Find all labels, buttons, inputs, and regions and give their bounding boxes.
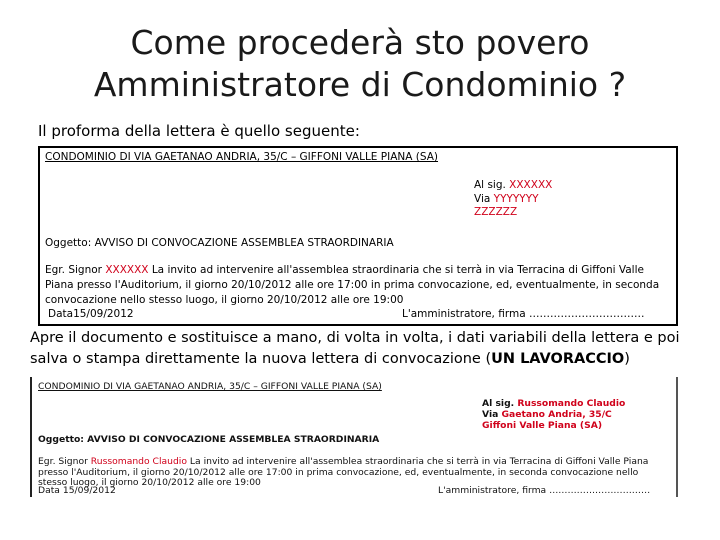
slide-subtitle: Il proforma della lettera è quello seguente: <box>38 122 360 140</box>
filled-body-name: Russomando Claudio <box>90 456 187 467</box>
recipient-city-placeholder: ZZZZZZ <box>474 206 518 218</box>
letter-filled-example <box>30 377 678 497</box>
recipient-address <box>474 179 552 220</box>
slide-title-line1: Come procederà sto povero <box>130 23 590 62</box>
body-name-placeholder: XXXXXX <box>105 264 149 276</box>
letter-signature: L'amministratore, firma …………………………… <box>402 308 645 320</box>
recipient-name-line <box>474 179 552 193</box>
body-greeting: Egr. Signor <box>45 264 106 276</box>
filled-body-greeting: Egr. Signor <box>38 456 91 467</box>
paragraph-closing: ) <box>624 351 630 367</box>
slide-title <box>0 22 720 106</box>
letter-header: CONDOMINIO DI VIA GAETANAO ANDRIA, 35/C – GIFFONI VALLE PIANA (SA) <box>45 151 439 163</box>
recipient-street-placeholder: YYYYYYY <box>493 192 539 205</box>
filled-recipient-prefix: Al sig. <box>482 398 518 409</box>
filled-letter-header: CONDOMINIO DI VIA GAETANAO ANDRIA, 35/C – GIFFONI VALLE PIANA (SA) <box>38 381 382 392</box>
paragraph-emphasis: UN LAVORACCIO <box>491 351 625 367</box>
letter-template <box>38 146 678 326</box>
recipient-prefix: Al sig. <box>474 179 510 191</box>
filled-recipient-street-prefix: Via <box>482 409 502 420</box>
slide-title-line2: Amministratore di Condominio ? <box>93 65 627 104</box>
filled-body-text: La invito ad intervenire all'assemblea straordinaria che si terrà in via Terracina di Giffoni Valle Piana presso l'Auditorium, il giorno 20/10/2012 alle ore 17:00 in prima convocazione, ed, eventualmente, in seconda convocazione nello stesso luogo, il giorno 20/10/2012 alle ore 19:00 <box>38 456 649 488</box>
filled-recipient-street-line <box>482 409 625 420</box>
filled-recipient-street: Gaetano Andria, 35/C <box>501 409 612 420</box>
filled-recipient-city: Giffoni Valle Piana (SA) <box>482 420 603 431</box>
filled-letter-date: Data 15/09/2012 <box>38 485 116 496</box>
paragraph-text: Apre il documento e sostituisce a mano, di volta in volta, i dati variabili della lettera e poi salva o stampa direttamente la nuova lettera di convocazione ( <box>30 330 680 367</box>
filled-recipient-name-line <box>482 398 625 409</box>
body-text: La invito ad intervenire all'assemblea straordinaria che si terrà in via Terracina di Giffoni Valle Piana presso l'Auditorium, il giorno 20/10/2012 alle ore 17:00 in prima convocazione, ed, eventualmente, in seconda convocazione nello stesso luogo, il giorno 20/10/2012 alle ore 19:00 <box>45 264 660 306</box>
letter-body <box>45 263 670 308</box>
explanation-paragraph <box>30 328 700 370</box>
filled-recipient-name: Russomando Claudio <box>517 398 626 409</box>
filled-letter-subject: Oggetto: AVVISO DI CONVOCAZIONE ASSEMBLEA STRAORDINARIA <box>38 434 380 445</box>
filled-letter-signature: L'amministratore, firma …………………………… <box>438 485 651 496</box>
recipient-street-line <box>474 193 552 207</box>
filled-recipient-address <box>482 398 625 431</box>
recipient-name-placeholder: XXXXXX <box>509 179 553 191</box>
letter-subject: Oggetto: AVVISO DI CONVOCAZIONE ASSEMBLEA STRAORDINARIA <box>45 237 394 249</box>
letter-date: Data15/09/2012 <box>48 308 134 320</box>
recipient-street-prefix: Via <box>474 192 494 205</box>
filled-letter-body <box>38 457 666 489</box>
